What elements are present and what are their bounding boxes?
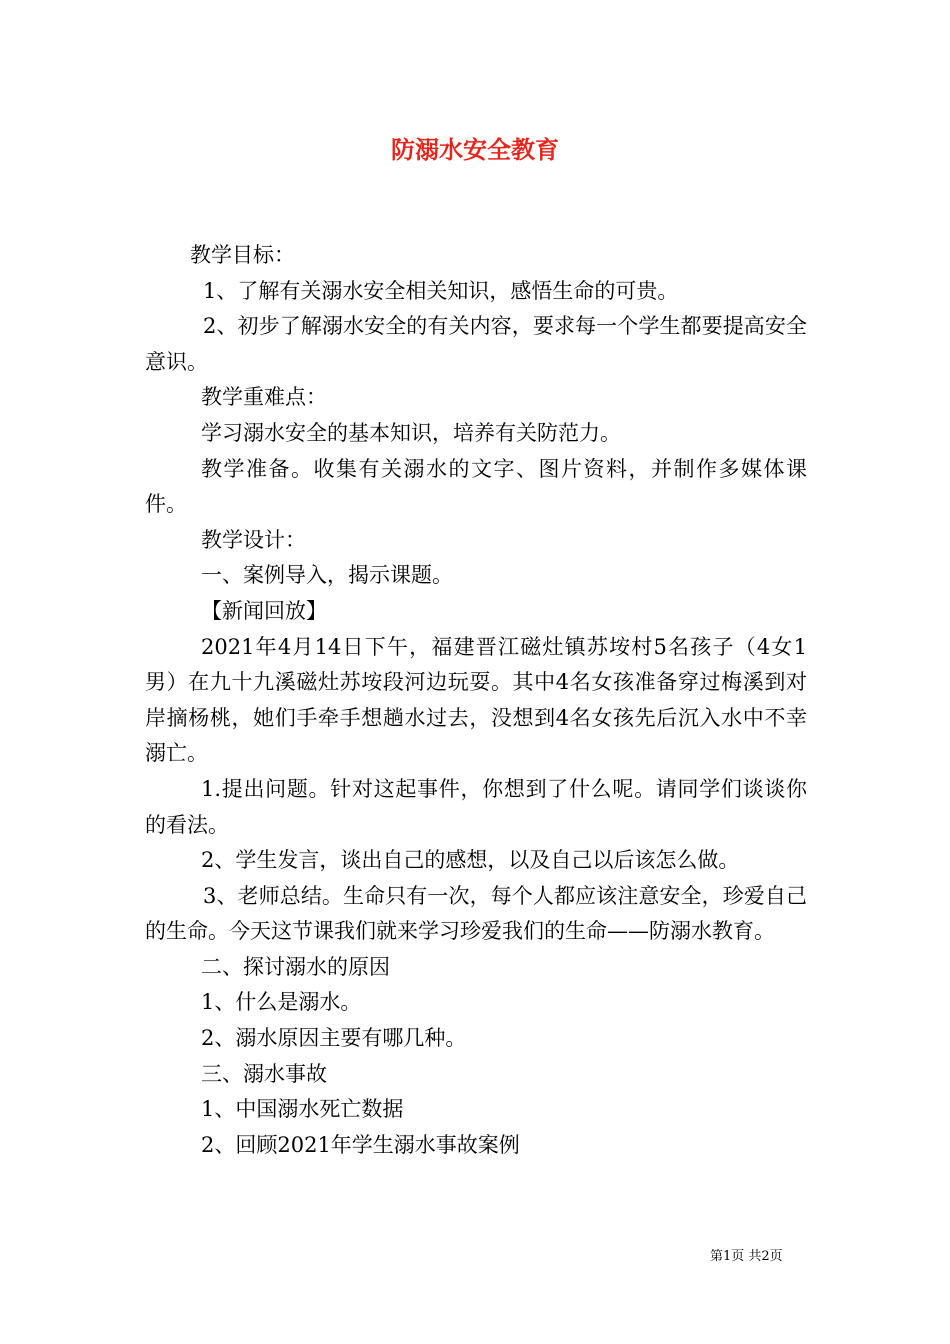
paragraph-section-2-item-2: 2、溺水原因主要有哪几种。 <box>201 1026 467 1051</box>
paragraph-question: 1.提出问题。针对这起事件，你想到了什么呢。请同学们谈谈你的看法。 <box>145 776 807 837</box>
paragraph-section-3: 三、溺水事故 <box>201 1061 327 1086</box>
page-indicator: 第1页 共2页 <box>710 1249 783 1264</box>
page-title: 防溺水安全教育 <box>391 135 559 164</box>
document-body <box>145 238 807 1163</box>
paragraph-news-body: 2021年4月14日下午，福建晋江磁灶镇苏垵村5名孩子（4女1男）在九十九溪磁灶苏垵段河边玩耍。其中4名女孩准备穿过梅溪到对岸摘杨桃，她们手牵手想趟水过去，没想到4名女孩先后沉入水中不幸溺亡。 <box>145 634 807 766</box>
paragraph-section-3-item-1: 1、中国溺水死亡数据 <box>201 1097 404 1122</box>
paragraph-objective-2: 2、初步了解溺水安全的有关内容，要求每一个学生都要提高安全意识。 <box>145 314 807 374</box>
paragraph-teacher-summary: 3、老师总结。生命只有一次，每个人都应该注意安全，珍爱自己的生命。今天这节课我们就来学习珍爱我们的生命——防溺水教育。 <box>145 883 807 944</box>
paragraph-preparation: 教学准备。收集有关溺水的文字、图片资料，并制作多媒体课件。 <box>145 456 807 517</box>
paragraph-section-1: 一、案例导入，揭示课题。 <box>201 563 453 588</box>
paragraph-objectives-heading: 教学目标： <box>190 243 295 267</box>
paragraph-section-2-item-1: 1、什么是溺水。 <box>201 990 362 1015</box>
paragraph-student-speech: 2、学生发言，谈出自己的感想，以及自己以后该怎么做。 <box>201 848 740 873</box>
paragraph-key-points: 学习溺水安全的基本知识，培养有关防范力。 <box>201 420 621 445</box>
paragraph-objective-1: 1、了解有关溺水安全相关知识，感悟生命的可贵。 <box>203 278 679 303</box>
paragraph-key-points-heading: 教学重难点： <box>201 385 327 410</box>
paragraph-design-heading: 教学设计： <box>201 527 306 552</box>
paragraph-section-3-item-2: 2、回顾2021年学生溺水事故案例 <box>201 1132 520 1157</box>
paragraph-news-heading: 【新闻回放】 <box>201 598 327 623</box>
paragraph-section-2: 二、探讨溺水的原因 <box>201 954 390 979</box>
